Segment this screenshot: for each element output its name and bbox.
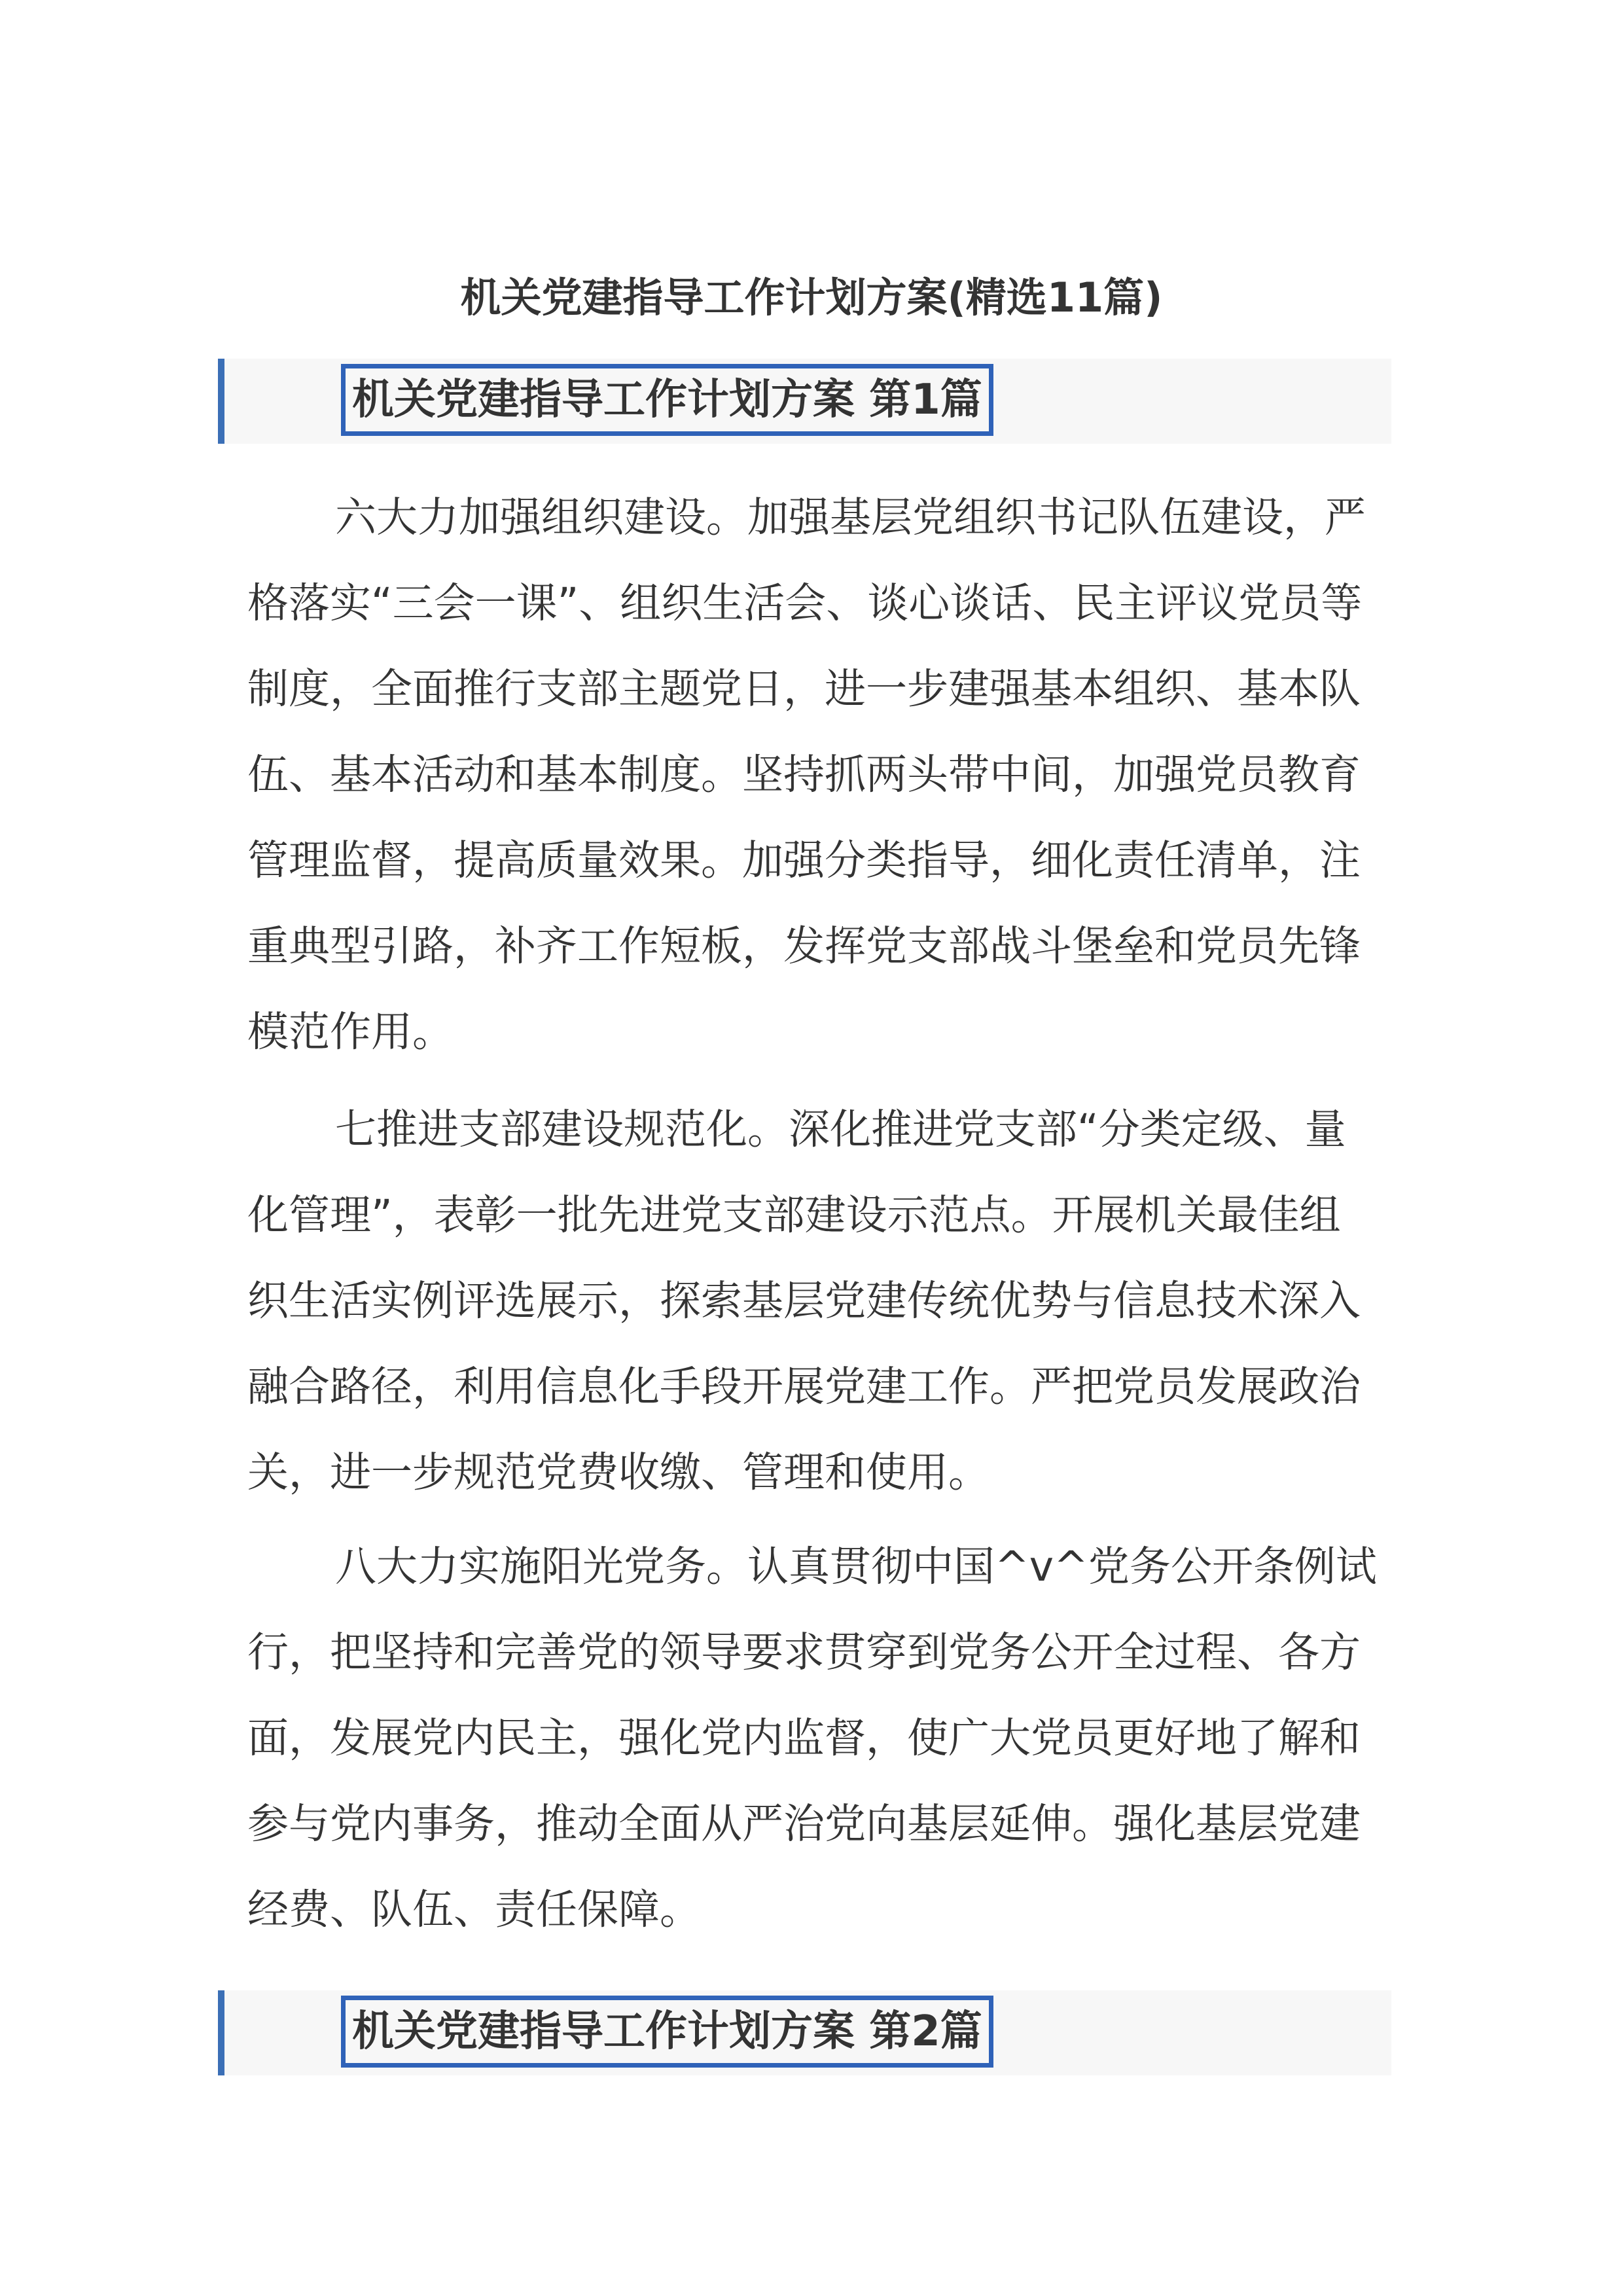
section-heading: 机关党建指导工作计划方案 第1篇 [341,364,993,436]
document-title: 机关党建指导工作计划方案(精选11篇) [460,274,1163,321]
paragraph: 七推进支部建设规范化。深化推进党支部“分类定级、量化管理”，表彰一批先进党支部建设示范点。开展机关最佳组织生活实例评选展示，探索基层党建传统优势与信息技术深入融合路径，利用信息化手段开展党建工作。严把党员发展政治关，进一步规范党费收缴、管理和使用。 [247,1105,1361,1496]
paragraph: 六大力加强组织建设。加强基层党组织书记队伍建设，严格落实“三会一课”、组织生活会、谈心谈话、民主评议党员等制度，全面推行支部主题党日，进一步建强基本组织、基本队伍、基本活动和基本制度。坚持抓两头带中间，加强党员教育管理监督，提高质量效果。加强分类指导，细化责任清单，注重典型引路，补齐工作短板，发挥党支部战斗堡垒和党员先锋模范作用。 [247,493,1366,1056]
section-header-2 [218,1990,1391,2075]
paragraph: 八大力实施阳光党务。认真贯彻中国^v^党务公开条例试行，把坚持和完善党的领导要求贯穿到党务公开全过程、各方面，发展党内民主，强化党内监督，使广大党员更好地了解和参与党内事务，推动全面从严治党向基层延伸。强化基层党建经费、队伍、责任保障。 [247,1543,1377,1933]
section-header-1 [218,359,1391,444]
section-heading: 机关党建指导工作计划方案 第2篇 [341,1996,993,2068]
